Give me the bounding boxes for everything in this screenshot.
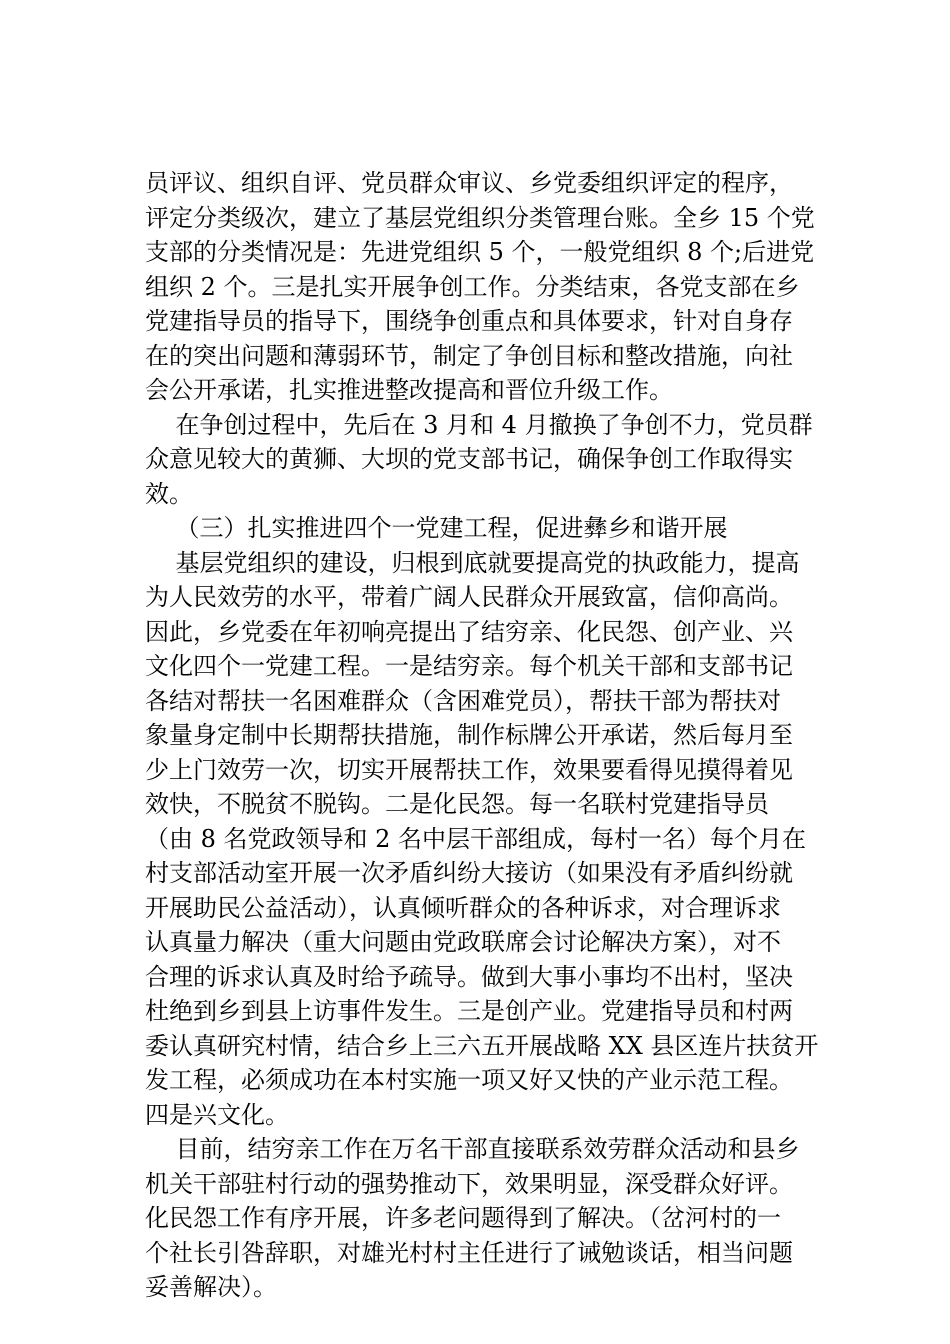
text-line: 文化四个一党建工程。一是结穷亲。每个机关干部和支部书记: [145, 652, 793, 680]
text-line: 各结对帮扶一名困难群众（含困难党员），帮扶干部为帮扶对: [145, 686, 781, 715]
text-line: 妥善解决）。: [145, 1273, 277, 1301]
document-page: [145, 166, 819, 1305]
text-line: 合理的诉求认真及时给予疏导。做到大事小事均不出村，坚决: [145, 962, 793, 991]
text-line: 少上门效劳一次，切实开展帮扶工作，效果要看得见摸得着见: [145, 755, 793, 784]
section-heading: （三）扎实推进四个一党建工程，促进彝乡和谐开展: [145, 514, 728, 542]
text-line: 效。: [145, 479, 193, 508]
text-line: 开展助民公益活动），认真倾听群众的各种诉求，对合理诉求: [145, 893, 781, 922]
text-line: 为人民效劳的水平，带着广阔人民群众开展致富，信仰高尚。: [145, 583, 793, 611]
text-line: 个社长引咎辞职，对雄光村村主任进行了诫勉谈话，相当问题: [145, 1238, 793, 1267]
text-line: 基层党组织的建设，归根到底就要提高党的执政能力，提高: [145, 548, 800, 577]
text-line: 会公开承诺，扎实推进整改提高和晋位升级工作。: [145, 376, 673, 404]
text-line: 杜绝到乡到县上访事件发生。三是创产业。党建指导员和村两: [145, 997, 793, 1025]
text-line: 效快，不脱贫不脱钩。二是化民怨。每一名联村党建指导员: [145, 790, 769, 818]
text-line: 支部的分类情况是：先进党组织 5 个，一般党组织 8 个;后进党: [145, 238, 815, 266]
text-line: 在争创过程中，先后在 3 月和 4 月撤换了争创不力，党员群: [145, 410, 813, 439]
text-line: 认真量力解决（重大问题由党政联席会讨论解决方案），对不: [145, 928, 781, 956]
text-line: 化民怨工作有序开展，许多老问题得到了解决。（岔河村的一: [145, 1204, 781, 1232]
text-line: 机关干部驻村行动的强势推动下，效果明显，深受群众好评。: [145, 1169, 793, 1198]
text-line: 委认真研究村情，结合乡上三六五开展战略 XX 县区连片扶贫开: [145, 1031, 819, 1060]
text-line: 党建指导员的指导下，围绕争创重点和具体要求，针对自身存: [145, 307, 793, 335]
text-line: 村支部活动室开展一次矛盾纠纷大接访（如果没有矛盾纠纷就: [145, 859, 793, 887]
text-line: 评定分类级次，建立了基层党组织分类管理台账。全乡 15 个党: [145, 203, 815, 232]
text-line: （由 8 名党政领导和 2 名中层干部组成，每村一名）每个月在: [145, 824, 807, 853]
text-line: 目前，结穷亲工作在万名干部直接联系效劳群众活动和县乡: [145, 1135, 800, 1163]
text-line: 在的突出问题和薄弱环节，制定了争创目标和整改措施，向社: [145, 341, 793, 370]
text-line: 因此，乡党委在年初响亮提出了结穷亲、化民怨、创产业、兴: [145, 617, 793, 646]
text-line: 四是兴文化。: [145, 1100, 289, 1129]
text-line: 员评议、组织自评、党员群众审议、乡党委组织评定的程序，: [145, 169, 793, 197]
text-line: 众意见较大的黄狮、大坝的党支部书记，确保争创工作取得实: [145, 445, 793, 473]
text-line: 象量身定制中长期帮扶措施，制作标牌公开承诺，然后每月至: [145, 721, 793, 749]
text-line: 发工程，必须成功在本村实施一项又好又快的产业示范工程。: [145, 1066, 793, 1094]
text-line: 组织 2 个。三是扎实开展争创工作。分类结束，各党支部在乡: [145, 272, 800, 301]
